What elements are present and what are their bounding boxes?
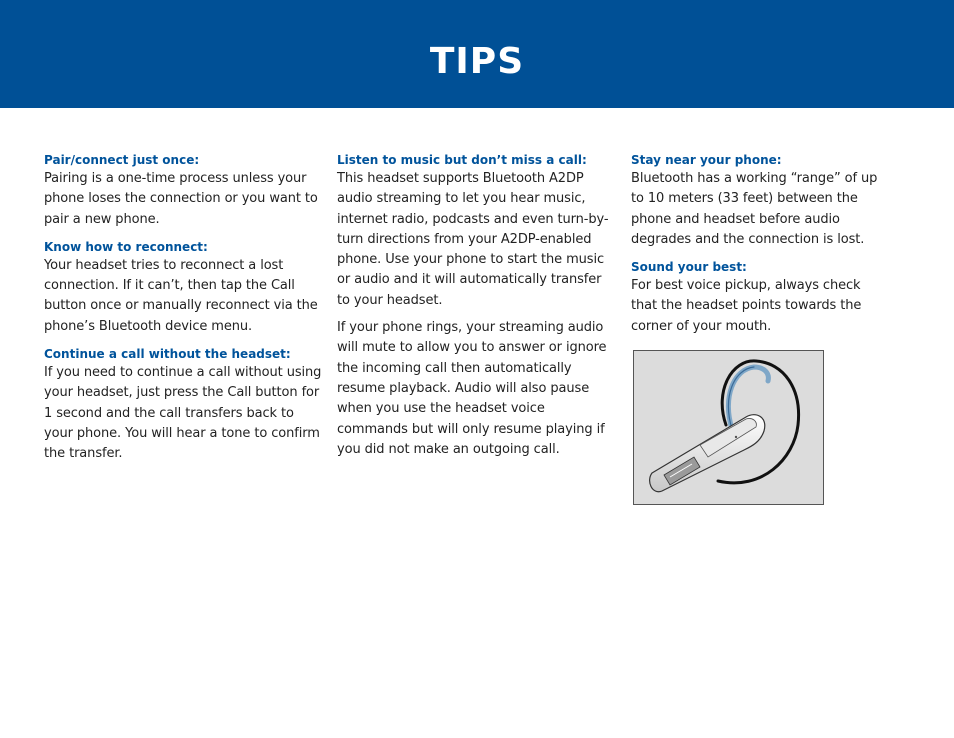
column-2: [337, 150, 615, 467]
section-body-sound: For best voice pickup, always check that the headset points towards the corner of your mouth.: [631, 278, 862, 334]
section-body-range: Bluetooth has a working “range” of up to 10 meters (33 feet) between the phone and headset before audio degrades and the connection is lost.: [631, 171, 878, 247]
title-banner: [0, 0, 954, 108]
column-1: [44, 150, 322, 472]
page-title: TIPS: [429, 41, 525, 82]
section-body-music: This headset supports Bluetooth A2DP audio streaming to let you hear music, internet radio, podcasts and even turn-by-turn directions from your A2DP-enabled phone. Use your phone to start the music or audio and it will automatically transfer to your headset.: [337, 171, 609, 308]
column-3: [631, 150, 886, 344]
section-body-pair: Pairing is a one-time process unless your phone loses the connection or you want to pair a new phone.: [44, 171, 318, 227]
section-heading-music: Listen to music but don’t miss a call:: [337, 153, 587, 167]
section-heading-reconnect: Know how to reconnect:: [44, 239, 208, 254]
section-body-continue-call: If you need to continue a call without using your headset, just press the Call button for 1 second and the call transfers back to your phone. You will hear a tone to confirm the transfer.: [44, 365, 322, 462]
headset-illustration: [634, 351, 823, 504]
headset-figure: [633, 350, 824, 505]
section-heading-range: Stay near your phone:: [631, 153, 782, 167]
section-heading-pair: Pair/connect just once:: [44, 153, 200, 167]
section-body-music-ringing: If your phone rings, your streaming audio will mute to allow you to answer or ignore the incoming call then automatically resume playback. Audio will also pause when you use the headset voice commands but will only resume playing if you did not make an outgoing call.: [337, 320, 607, 457]
section-heading-sound: Sound your best:: [631, 260, 747, 275]
section-body-reconnect: Your headset tries to reconnect a lost connection. If it can’t, then tap the Call button once or manually reconnect via the phone’s Bluetooth device menu.: [44, 257, 318, 334]
section-heading-continue-call: Continue a call without the headset:: [44, 347, 291, 362]
